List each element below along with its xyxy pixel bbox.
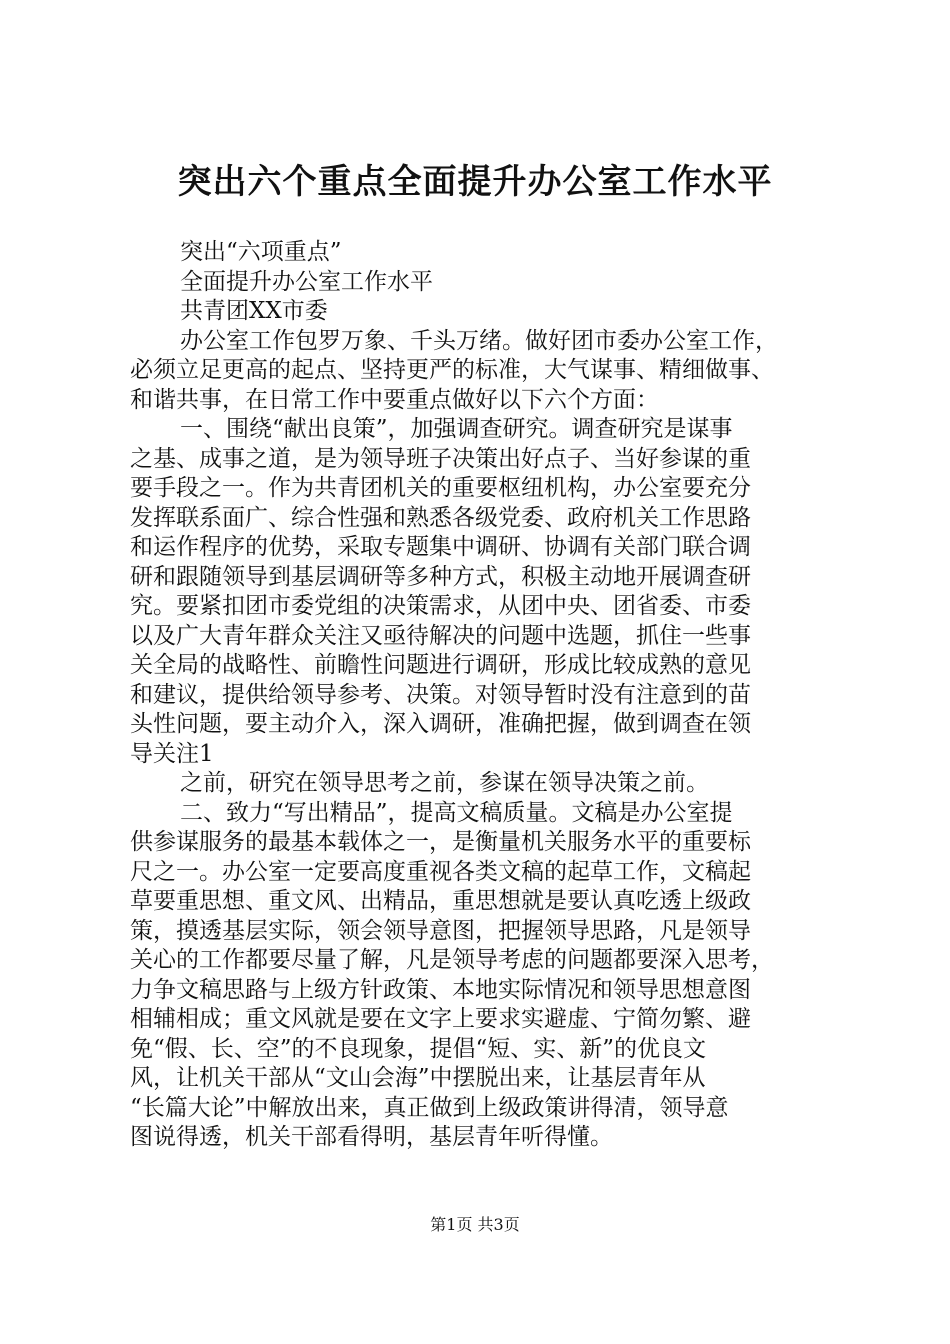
- text-line: 全面提升办公室工作水平: [180, 268, 433, 295]
- text-line: 策，摸透基层实际，领会领导意图，把握领导思路，凡是领导: [130, 917, 751, 944]
- text-line: 必须立足更高的起点、坚持更严的标准，大气谋事、精细做事、: [130, 357, 774, 383]
- text-line: 之前，研究在领导思考之前，参谋在领导决策之前。: [180, 770, 709, 796]
- text-line: 相辅相成；重文风就是要在文字上要求实避虚、宁简勿繁、避: [130, 1006, 751, 1032]
- text-line: 头性问题，要主动介入，深入调研，准确把握，做到调查在领: [130, 711, 751, 737]
- text-line: 办公室工作包罗万象、千头万绪。做好团市委办公室工作，: [180, 327, 778, 354]
- text-line: 草要重思想、重文风、出精品，重思想就是要认真吃透上级政: [130, 888, 751, 914]
- document-title: 突出六个重点全面提升办公室工作水平: [177, 162, 773, 202]
- text-line: 力争文稿思路与上级方针政策、本地实际情况和领导思想意图: [130, 976, 751, 1003]
- text-line: “长篇大论”中解放出来，真正做到上级政策讲得清，领导意: [130, 1094, 729, 1121]
- text-line: 供参谋服务的最基本载体之一，是衡量机关服务水平的重要标: [130, 829, 751, 855]
- text-line: 和谐共事，在日常工作中要重点做好以下六个方面：: [130, 386, 659, 413]
- text-line: 关心的工作都要尽量了解，凡是领导考虑的问题都要深入思考，: [130, 947, 774, 973]
- text-line: 之基、成事之道，是为领导班子决策出好点子、当好参谋的重: [130, 445, 751, 472]
- text-line: 要手段之一。作为共青团机关的重要枢纽机构，办公室要充分: [130, 475, 751, 501]
- text-line: 究。要紧扣团市委党组的决策需求，从团中央、团省委、市委: [130, 593, 751, 619]
- text-line: 和建议，提供给领导参考、决策。对领导暂时没有注意到的苗: [130, 681, 751, 708]
- text-line: 二、致力“写出精品”，提高文稿质量。文稿是办公室提: [180, 799, 733, 826]
- text-line: 发挥联系面广、综合性强和熟悉各级党委、政府机关工作思路: [130, 504, 751, 531]
- page-footer: 第1页 共3页: [430, 1215, 520, 1234]
- text-line: 关全局的战略性、前瞻性问题进行调研，形成比较成熟的意见: [130, 652, 751, 678]
- text-line: 共青团XX市委: [180, 298, 328, 324]
- text-line: 和运作程序的优势，采取专题集中调研、协调有关部门联合调: [130, 534, 751, 560]
- text-line: 风，让机关干部从“文山会海”中摆脱出来，让基层青年从: [130, 1065, 706, 1091]
- text-line: 突出“六项重点”: [180, 239, 342, 265]
- text-line: 尺之一。办公室一定要高度重视各类文稿的起草工作，文稿起: [130, 858, 751, 885]
- text-line: 图说得透，机关干部看得明，基层青年听得懂。: [130, 1124, 613, 1150]
- document-body: [130, 238, 830, 1153]
- text-line: 导关注1: [130, 740, 214, 767]
- text-line: 研和跟随领导到基层调研等多种方式，积极主动地开展调查研: [130, 563, 751, 590]
- text-line: 一、围绕“献出良策”，加强调查研究。调查研究是谋事: [180, 416, 733, 442]
- text-line: 免“假、长、空”的不良现象，提倡“短、实、新”的优良文: [130, 1035, 707, 1062]
- text-line: 以及广大青年群众关注又亟待解决的问题中选题，抓住一些事: [130, 622, 751, 649]
